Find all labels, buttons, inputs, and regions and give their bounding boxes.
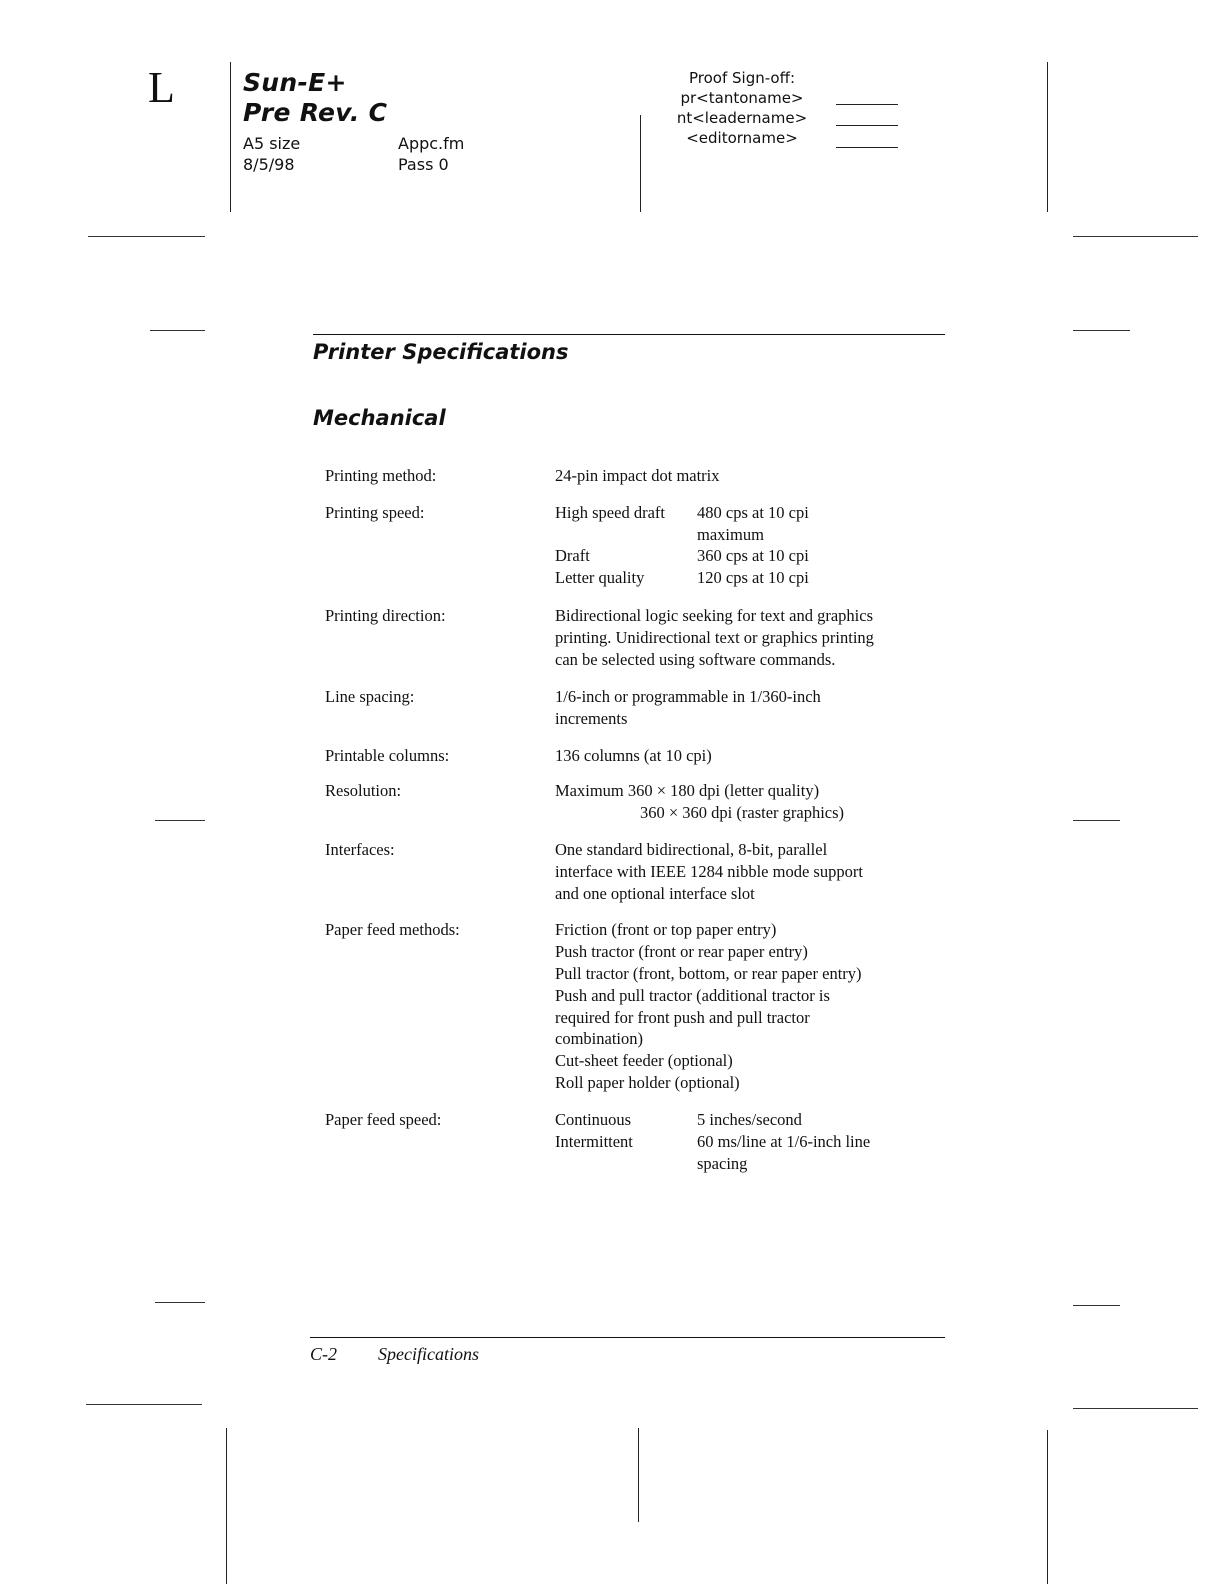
spec-value-line: and one optional interface slot [555, 884, 755, 903]
file-name: Appc.fm [398, 134, 465, 153]
page-size: A5 size [243, 134, 301, 153]
proof-signoff-line: nt<leadername> [676, 109, 808, 127]
spec-label-paper-feed-speed: Paper feed speed: [325, 1110, 442, 1129]
spec-label-printing-speed: Printing speed: [325, 503, 425, 522]
spec-value-line: Friction (front or top paper entry) [555, 920, 777, 939]
crop-mark [155, 1302, 205, 1303]
spec-label-paper-feed-methods: Paper feed methods: [325, 920, 460, 939]
spec-value-line: required for front push and pull tractor [555, 1008, 810, 1027]
feed-mode: Intermittent [555, 1132, 633, 1151]
spec-value-line: Maximum 360 × 180 dpi (letter quality) [555, 781, 820, 800]
corner-mark: L [148, 63, 175, 112]
feed-speed: 5 inches/second [697, 1110, 802, 1129]
crop-mark [1073, 820, 1120, 821]
signature-line [836, 104, 898, 105]
crop-mark [638, 1428, 639, 1522]
spec-label-printable-columns: Printable columns: [325, 746, 450, 765]
crop-mark [226, 1428, 227, 1584]
spec-value-line: One standard bidirectional, 8-bit, parallel [555, 840, 828, 859]
feed-note: spacing [697, 1154, 748, 1173]
spec-value-printable-columns: 136 columns (at 10 cpi) [555, 746, 712, 765]
section-title: Printer Specifications [313, 340, 569, 364]
proof-signoff-line: pr<tantoname> [680, 89, 804, 107]
crop-mark [230, 62, 231, 212]
spec-value-line: Roll paper holder (optional) [555, 1073, 740, 1092]
spec-value-line: Push and pull tractor (additional tractor is [555, 986, 830, 1005]
project-name: Sun-E+ [243, 68, 347, 97]
spec-value-line: increments [555, 709, 628, 728]
spec-value-line: 360 × 360 dpi (raster graphics) [640, 803, 845, 822]
crop-mark [150, 330, 205, 331]
spec-label-resolution: Resolution: [325, 781, 402, 800]
subsection-title: Mechanical [313, 406, 446, 430]
spec-value-line: printing. Unidirectional text or graphics printing [555, 628, 874, 647]
spec-value-printing-method: 24-pin impact dot matrix [555, 466, 720, 485]
spec-value-line: combination) [555, 1029, 643, 1048]
page-number: C-2 [310, 1344, 337, 1364]
chapter-title: Specifications [378, 1344, 479, 1364]
crop-mark [88, 236, 205, 237]
spec-value-line: Pull tractor (front, bottom, or rear paper entry) [555, 964, 862, 983]
spec-label-interfaces: Interfaces: [325, 840, 395, 859]
revision-label: Pre Rev. C [243, 98, 388, 127]
crop-mark [1073, 330, 1130, 331]
spec-value-line: Bidirectional logic seeking for text and graphics [555, 606, 873, 625]
speed-value: 120 cps at 10 cpi [697, 568, 809, 587]
spec-label-printing-direction: Printing direction: [325, 606, 446, 625]
crop-mark [155, 820, 205, 821]
speed-note: maximum [697, 525, 764, 544]
spec-value-line: Push tractor (front or rear paper entry) [555, 942, 808, 961]
signature-line [836, 147, 898, 148]
spec-value-line: 1/6-inch or programmable in 1/360-inch [555, 687, 821, 706]
spec-value-line: can be selected using software commands. [555, 650, 836, 669]
crop-mark [1047, 62, 1048, 212]
speed-value: 360 cps at 10 cpi [697, 546, 809, 565]
feed-mode: Continuous [555, 1110, 632, 1129]
signature-line [836, 125, 898, 126]
proof-signoff-title: Proof Sign-off: [689, 69, 795, 87]
date-stamp: 8/5/98 [243, 155, 295, 174]
speed-value: 480 cps at 10 cpi [697, 503, 809, 522]
spec-label-line-spacing: Line spacing: [325, 687, 415, 706]
feed-speed: 60 ms/line at 1/6-inch line [697, 1132, 871, 1151]
crop-mark [86, 1404, 202, 1405]
crop-mark [1073, 1305, 1120, 1306]
footer-rule [310, 1337, 945, 1338]
crop-mark [1073, 236, 1198, 237]
crop-mark [1073, 1408, 1198, 1409]
spec-value-line: Cut-sheet feeder (optional) [555, 1051, 733, 1070]
spec-label-printing-method: Printing method: [325, 466, 437, 485]
proof-signoff-line: <editorname> [686, 129, 798, 147]
spec-value-line: interface with IEEE 1284 nibble mode support [555, 862, 863, 881]
crop-mark [1047, 1430, 1048, 1584]
pass-number: Pass 0 [398, 155, 449, 174]
section-rule [313, 334, 945, 335]
speed-mode: Letter quality [555, 568, 645, 587]
speed-mode: Draft [555, 546, 590, 565]
speed-mode: High speed draft [555, 503, 665, 522]
crop-mark [640, 115, 641, 212]
